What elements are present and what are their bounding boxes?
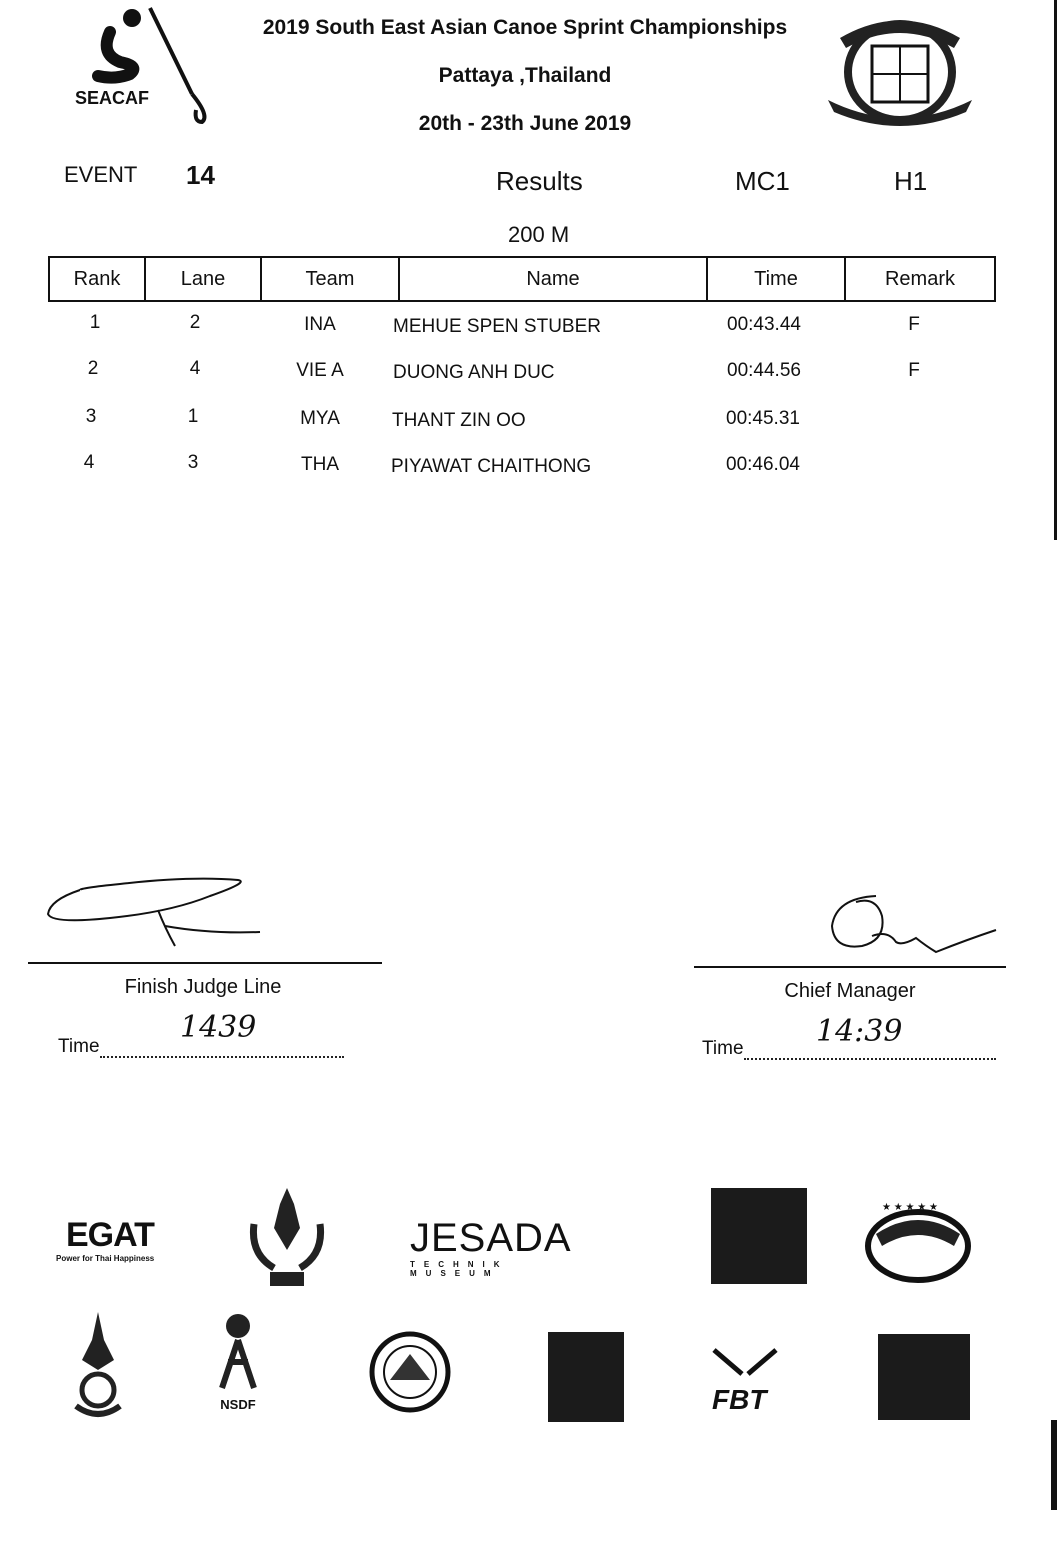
team-cell: THA <box>301 454 339 475</box>
svg-text:★ ★ ★ ★ ★: ★ ★ ★ ★ ★ <box>882 1202 938 1213</box>
port-authority-logo <box>368 1330 452 1414</box>
team-cell: MYA <box>300 408 340 429</box>
team-cell: VIE A <box>296 360 344 381</box>
team-cell: INA <box>304 314 336 335</box>
column-time: Time <box>707 257 845 301</box>
seacaf-logo-text: SEACAF <box>75 88 150 108</box>
rank-cell: 3 <box>85 406 97 427</box>
seacaf-logo <box>70 4 230 124</box>
jesada-logo-text: JESADA <box>410 1216 572 1260</box>
column-name: Name <box>399 257 707 301</box>
farm-badge-icon <box>862 1198 974 1292</box>
rank-cell: 2 <box>87 358 99 379</box>
event-heat: H1 <box>894 166 928 196</box>
kasikorn-bank-logo <box>878 1334 970 1420</box>
nsdf-torch-icon <box>200 1310 280 1392</box>
finish-judge-line <box>28 962 382 964</box>
finish-judge-signature <box>40 868 280 952</box>
fbt-logo <box>704 1346 786 1416</box>
finish-judge-handwritten-time: 1439 <box>180 1010 257 1045</box>
remark-cell: F <box>908 360 920 381</box>
remark-cell: F <box>908 314 920 335</box>
column-team: Team <box>261 257 399 301</box>
thai-garuda-emblem-icon <box>244 1184 330 1290</box>
chief-manager-line <box>694 966 1006 968</box>
lane-cell: 4 <box>189 358 201 379</box>
time-cell: 00:44.56 <box>727 360 801 381</box>
event-location: Pattaya ,Thailand <box>438 64 612 87</box>
egat-tagline: Power for Thai Happiness <box>56 1254 155 1263</box>
championship-title: 2019 South East Asian Canoe Sprint Championships <box>262 16 788 39</box>
time-label: Time <box>58 1036 100 1057</box>
chief-manager-handwritten-time: 14:39 <box>816 1014 903 1049</box>
farm-sponsor-logo <box>862 1198 974 1292</box>
time-cell: 00:46.04 <box>726 454 800 475</box>
time-label: Time <box>702 1038 744 1059</box>
time-cell: 00:43.44 <box>727 314 801 335</box>
rank-cell: 4 <box>83 452 95 473</box>
pattaya-crest-logo <box>820 8 980 130</box>
port-seal-icon <box>368 1330 452 1414</box>
egat-logo <box>56 1216 180 1270</box>
time-cell: 00:45.31 <box>726 408 800 429</box>
event-distance: 200 M <box>508 222 570 247</box>
results-table-header <box>48 256 996 302</box>
name-cell: DUONG ANH DUC <box>393 362 555 383</box>
lane-cell: 1 <box>187 406 199 427</box>
chief-manager-caption: Chief Manager <box>784 980 916 1002</box>
egat-logo-text: EGAT <box>66 1216 154 1254</box>
jesada-logo <box>410 1216 582 1276</box>
insurance-sponsor-logo <box>711 1188 807 1284</box>
column-remark: Remark <box>845 257 995 301</box>
crest-emblem-icon <box>820 8 980 130</box>
fbt-logo-text: FBT <box>712 1384 767 1415</box>
navy-emblem-logo <box>70 1310 126 1422</box>
lane-cell: 3 <box>187 452 199 473</box>
chief-manager-signature <box>816 886 1006 966</box>
jesada-tagline: TECHNIK MUSEUM <box>410 1260 509 1278</box>
name-cell: MEHUE SPEN STUBER <box>393 316 601 337</box>
results-label: Results <box>496 166 583 196</box>
column-rank: Rank <box>49 257 145 301</box>
thai-emblem-logo <box>244 1184 330 1290</box>
column-lane: Lane <box>145 257 261 301</box>
name-cell: THANT ZIN OO <box>392 410 526 431</box>
rank-cell: 1 <box>89 312 101 333</box>
name-cell: PIYAWAT CHAITHONG <box>391 456 592 477</box>
lane-cell: 2 <box>189 312 201 333</box>
nsdf-logo <box>200 1310 280 1428</box>
event-dates: 20th - 23th June 2019 <box>418 112 632 135</box>
event-number: 14 <box>186 160 215 190</box>
event-label: EVENT <box>64 162 138 187</box>
finish-judge-caption: Finish Judge Line <box>124 976 282 998</box>
navy-crown-anchor-icon <box>70 1310 126 1422</box>
scan-edge-mark <box>1051 1420 1057 1510</box>
fbt-laurel-icon <box>704 1346 786 1380</box>
nsdf-logo-text: NSDF <box>220 1397 256 1412</box>
event-category: MC1 <box>735 166 790 196</box>
government-savings-logo <box>548 1332 624 1422</box>
